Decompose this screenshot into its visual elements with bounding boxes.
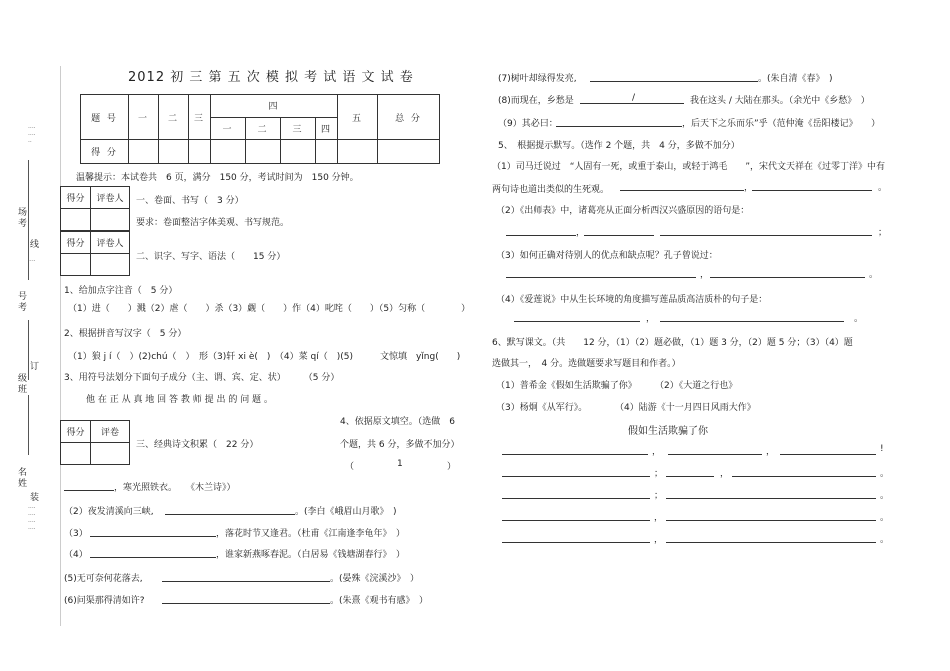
question-5-1-b: 两句诗也道出类似的生死观。 (492, 185, 610, 195)
answer-line[interactable] (710, 277, 865, 278)
answer-line[interactable] (502, 542, 650, 543)
punct-comma: ， (654, 535, 664, 545)
section-1-requirement: 要求：卷面整洁字体美观、书写规范。 (136, 218, 290, 228)
poem-line-8-prompt: (8)而现在，乡愁是 (498, 96, 574, 106)
answer-line[interactable] (506, 235, 576, 236)
binding-dots: ···· (28, 258, 36, 265)
question-4-b: 个题，共 6 分，多做不加分） (340, 440, 460, 450)
question-5-3: （3）如何正确对待别人的优点和缺点呢？孔子曾说过： (496, 251, 718, 261)
punct-comma: ， (576, 228, 586, 238)
punct-comma: ， (652, 447, 662, 457)
poem-line-8-source: 我在这头 / 大陆在那头。（余光中《乡愁》 ） (690, 96, 870, 106)
grader-label-score: 得分 (61, 187, 91, 209)
table-header-5: 五 (338, 95, 378, 140)
answer-line[interactable] (162, 581, 330, 582)
binding-dots: ·········· (28, 125, 36, 146)
margin-label-xingming: 名姓 (18, 468, 28, 489)
answer-line[interactable] (590, 81, 758, 82)
exam-title: 2012 初 三 第 五 次 模 拟 考 试 语 文 试 卷 (128, 70, 414, 85)
score-cell[interactable] (281, 140, 316, 164)
answer-line[interactable] (165, 514, 295, 515)
score-cell[interactable] (91, 209, 130, 231)
grader-box-2 (60, 231, 130, 276)
question-4-paren-right: ） (447, 462, 457, 472)
binding-dots: ················ (28, 505, 36, 533)
question-1-items: （1）进（ ）溅（2）虐（ ）杀（3）觑（ ）作（4）叱咤（ ）（5）匀称（ ） (68, 304, 471, 314)
answer-line[interactable] (668, 454, 762, 455)
score-cell[interactable] (211, 140, 246, 164)
poem-line-9-prompt: （9）其必曰： (498, 119, 558, 129)
answer-line[interactable] (502, 498, 650, 499)
table-header-2: 二 (159, 95, 189, 140)
score-cell[interactable] (61, 443, 91, 465)
punct-comma: ， (700, 270, 710, 280)
punct-period: 。 (880, 513, 890, 523)
answer-line[interactable] (660, 321, 844, 322)
score-cell[interactable] (378, 140, 440, 164)
score-cell[interactable] (91, 254, 130, 276)
punct-period: 。 (880, 491, 890, 501)
table-sub-2: 二 (246, 117, 281, 140)
section-2-heading: 二、识字、写字、语法（ 15 分） (136, 252, 286, 262)
poem-line-7-prompt: (7)树叶却绿得发亮, (498, 74, 577, 84)
margin-label-kaochang: 场考 (18, 208, 28, 229)
answer-line[interactable] (502, 520, 650, 521)
grader-label-reviewer: 评卷 (91, 421, 130, 443)
answer-line[interactable] (732, 476, 876, 477)
question-5-4: （4）《爱莲说》中从生长环境的角度描写莲品质高洁质朴的句子是： (496, 295, 768, 305)
score-cell[interactable] (61, 209, 91, 231)
answer-line[interactable] (666, 476, 714, 477)
margin-label-kaohao: 号考 (18, 292, 28, 313)
score-cell[interactable] (246, 140, 281, 164)
margin-label-xian: 线 (30, 240, 40, 250)
score-cell[interactable] (159, 140, 189, 164)
poem-title: 假如生活欺骗了你 (628, 426, 708, 437)
question-1: 1、给加点字注音（ 5 分） (64, 286, 178, 296)
question-3-sentence: 他 在 正 从 真 地 回 答 教 师 提 出 的 问 题 。 (86, 395, 273, 405)
question-4-a: 4、依据原文填空。（选做 6 (340, 417, 455, 427)
table-header-total: 总 分 (378, 95, 440, 140)
answer-line[interactable] (506, 277, 696, 278)
poem-line-3-prompt: （3） (64, 529, 88, 539)
table-sub-4: 四 (316, 117, 338, 140)
answer-line[interactable] (64, 490, 114, 491)
answer-line[interactable] (502, 476, 650, 477)
question-5-2: （2）《出师表》中，诸葛亮从正面分析西汉兴盛原因的语句是： (496, 206, 750, 216)
score-table (80, 94, 440, 164)
answer-line[interactable] (752, 190, 872, 191)
punct-comma: ， (766, 447, 776, 457)
punct-semicolon: ； (654, 469, 664, 479)
answer-line[interactable] (584, 235, 654, 236)
question-6-3: （3）杨炯《从军行》。 (496, 403, 588, 413)
score-cell[interactable] (91, 443, 130, 465)
poem-line-5-source: 。(晏殊《浣溪沙》 ） (330, 574, 420, 584)
answer-line[interactable] (90, 557, 216, 558)
table-header-3: 三 (189, 95, 211, 140)
poem-line-8-slash: / (632, 93, 636, 103)
table-score-label: 得 分 (81, 140, 129, 164)
poem-line-2-source: 。(李白《峨眉山月歌》 ) (295, 507, 397, 517)
binding-line (28, 395, 29, 455)
question-6-a: 6、默写课文。（共 12 分，（1）（2）题必做，（1）题 3 分，（2）题 5 分；（3）（4）题 (492, 338, 853, 348)
grader-label-reviewer: 评卷人 (91, 187, 130, 209)
question-5: 5、 根据提示默写。（选作 2 个题，共 4 分，多做不加分） (498, 141, 740, 151)
notice-text: 温馨提示：本试卷共 6 页，满分 150 分，考试时间为 150 分钟。 (76, 173, 359, 183)
grader-label-reviewer: 评卷人 (91, 232, 130, 254)
poem-line-6-prompt: (6)问渠那得清如许? (64, 596, 145, 606)
question-5-1-a: （1）司马迁说过 “人固有一死，或重于泰山，或轻于鸿毛 ”，宋代文天祥在《过零丁洋》中有 (492, 162, 886, 172)
inner-margin-line (60, 66, 61, 626)
grader-label-score: 得分 (61, 232, 91, 254)
poem-line-7-source: 。(朱自清《春》 ) (758, 74, 833, 84)
answer-line[interactable] (666, 498, 876, 499)
margin-label-banji: 级班 (18, 374, 28, 395)
poem-line-0: ，寒光照铁衣。 《木兰诗》） (114, 483, 236, 493)
question-6-b: 选做其一， 4 分。选做题要求写题目和作者。） (492, 359, 681, 369)
answer-line[interactable] (90, 536, 216, 537)
binding-line (28, 320, 29, 380)
question-4-paren-left: （ (345, 462, 355, 472)
grader-box-1 (60, 186, 130, 231)
punct-period: 。 (878, 183, 888, 193)
answer-line[interactable] (502, 454, 648, 455)
poem-line-4-prompt: （4） (64, 550, 88, 560)
question-4-number: 1 (397, 459, 403, 469)
question-2-items: （1）狼 j í（ ）(2)chú（ ） 形（3)轩 xi è( ) （4）菜 qí（ )(5) 文惊填 yǐng( ) (68, 352, 461, 362)
table-header-1: 一 (129, 95, 159, 140)
poem-line-4-source: ，谁家新燕啄春泥。（白居易《钱塘湖春行》 ） (216, 550, 406, 560)
punct-semicolon: ； (878, 228, 888, 238)
table-header-4: 四 (211, 95, 338, 118)
punct-period: 。 (880, 535, 890, 545)
table-sub-1: 一 (211, 117, 246, 140)
score-cell[interactable] (189, 140, 211, 164)
answer-line[interactable] (514, 321, 640, 322)
answer-line[interactable] (580, 103, 684, 104)
score-cell[interactable] (129, 140, 159, 164)
punct-comma: ， (744, 183, 754, 193)
poem-line-6-source: 。(朱熹《观书有感》 ） (330, 596, 429, 606)
punct-period: 。 (880, 469, 890, 479)
answer-line[interactable] (780, 454, 876, 455)
table-sub-3: 三 (281, 117, 316, 140)
table-header-tihao: 题 号 (81, 95, 129, 140)
poem-line-5-prompt: (5)无可奈何花落去, (64, 574, 143, 584)
answer-line[interactable] (556, 126, 682, 127)
punct-comma: ， (646, 314, 656, 324)
grader-box-3 (60, 420, 130, 465)
score-cell[interactable] (316, 140, 338, 164)
section-1-heading: 一、卷面、书写（ 3 分） (136, 196, 244, 206)
punct-comma: ， (654, 513, 664, 523)
punct-exclaim: ! (880, 444, 884, 454)
question-3: 3、用符号法划分下面句子成分（主、谓、宾、定、状） （5 分） (64, 373, 340, 383)
answer-line[interactable] (162, 603, 330, 604)
poem-line-2-prompt: （2）夜发清溪向三峡, (64, 507, 154, 517)
score-cell[interactable] (338, 140, 378, 164)
section-3-heading: 三、经典诗文积累（ 22 分） (136, 440, 259, 450)
poem-line-3-source: ，落花时节又逢君。（杜甫《江南逢李龟年》 ） (216, 529, 406, 539)
answer-line[interactable] (666, 520, 876, 521)
grader-label-score: 得分 (61, 421, 91, 443)
question-6-1: （1）普希金《假如生活欺骗了你》 (496, 381, 637, 391)
score-cell[interactable] (61, 254, 91, 276)
punct-period: 。 (854, 314, 864, 324)
punct-comma: ， (720, 469, 730, 479)
question-6-2: （2）《大道之行也》 (655, 381, 738, 391)
margin-label-zhuang: 装 (30, 493, 40, 503)
margin-label-ding: 订 (30, 362, 40, 372)
answer-line[interactable] (660, 235, 872, 236)
punct-period: 。 (869, 270, 879, 280)
poem-line-9-source: ，后天下之乐而乐”乎（范仲淹《岳阳楼记》 ） (682, 119, 881, 129)
punct-semicolon: ； (654, 491, 664, 501)
question-6-4: （4）陆游《十一月四日风雨大作》 (615, 403, 756, 413)
answer-line[interactable] (666, 542, 876, 543)
question-2: 2、根据拼音写汉字（ 5 分） (64, 329, 187, 339)
answer-line[interactable] (620, 190, 744, 191)
